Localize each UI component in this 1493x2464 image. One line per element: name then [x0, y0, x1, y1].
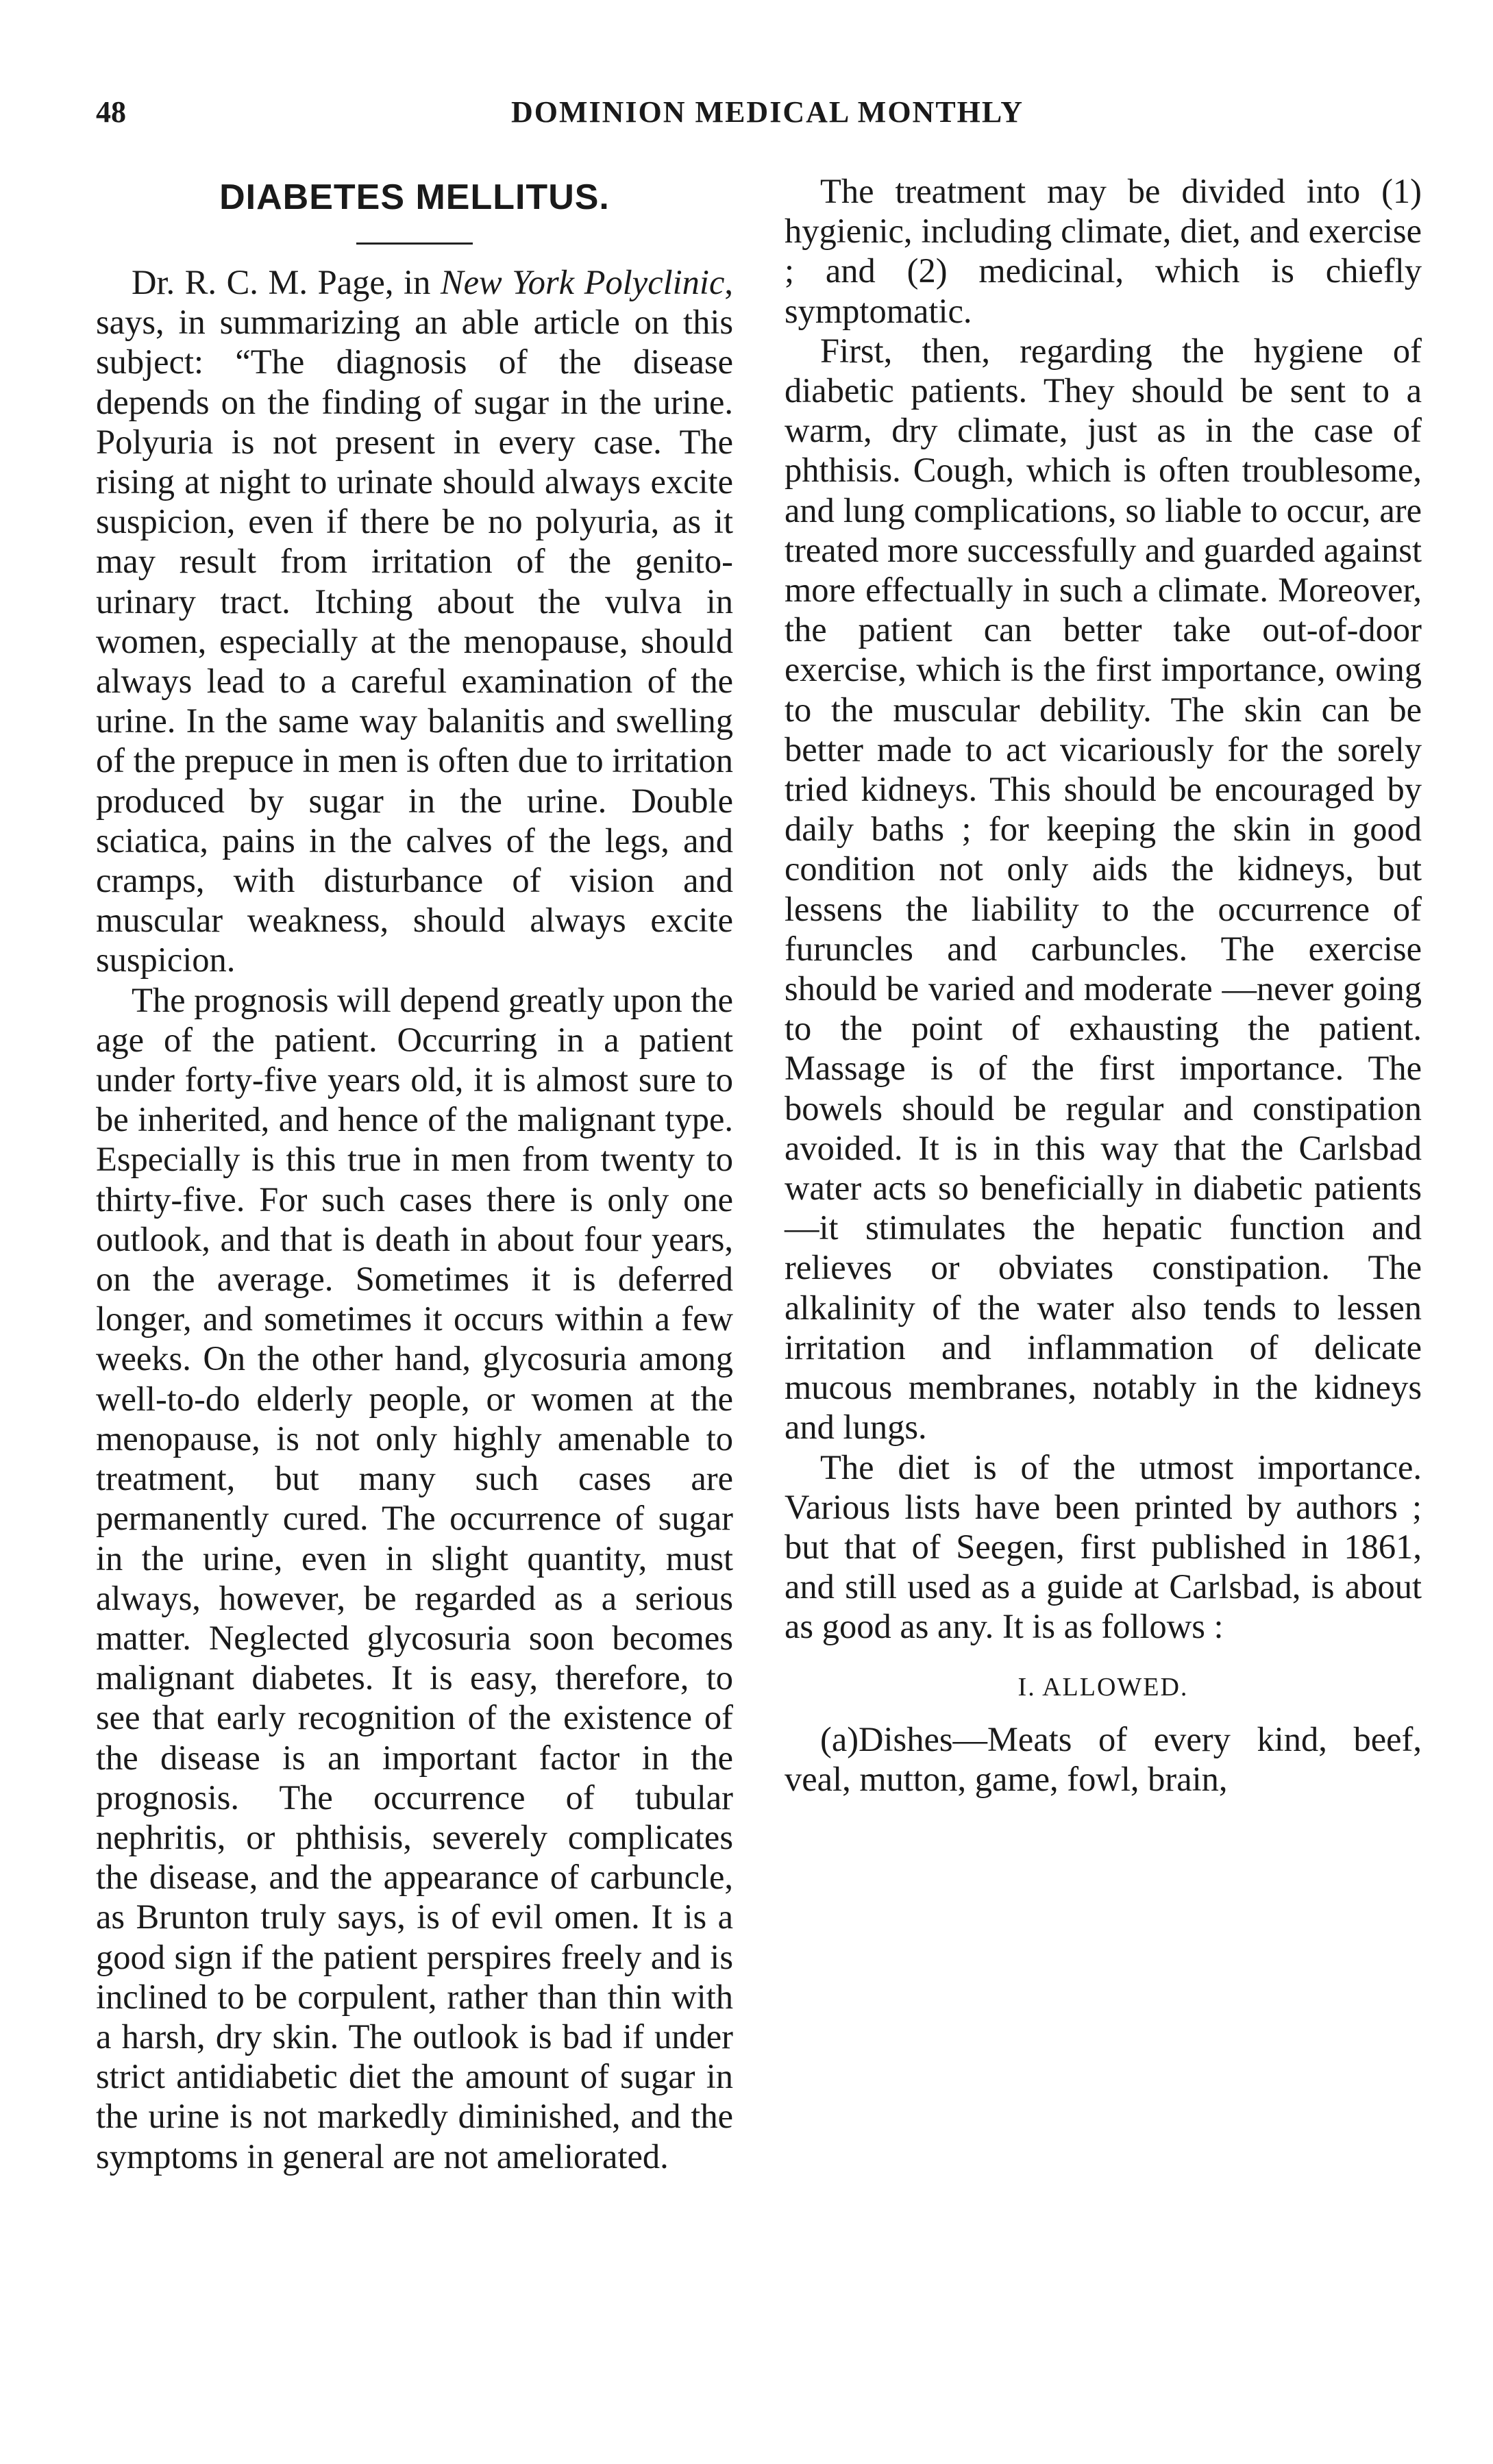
left-column: [96, 171, 733, 2176]
article-title: DIABETES MELLITUS.: [219, 177, 610, 217]
paragraph-6: (a)Dishes—Meats of every kind, beef, veal, mutton, game, fowl, brain,: [785, 1719, 1422, 1798]
section-heading-allowed: I. ALLOWED.: [1017, 1672, 1189, 1702]
page-number: 48: [96, 95, 126, 129]
page-header: [96, 95, 1439, 156]
paragraph-1-text-a: Dr. R. C. M. Page, in: [132, 263, 441, 301]
right-column: [785, 171, 1422, 1799]
title-rule: [356, 242, 473, 245]
paragraph-5: The diet is of the utmost importance. Various lists have been printed by authors ; but that of Seegen, first published in 1861, and still used as a guide at Carlsbad, is about as good as any. It is as follows :: [785, 1447, 1422, 1646]
paragraph-2: The prognosis will depend greatly upon the age of the patient. Occurring in a patient under forty-five years old, it is almost sure to be inherited, and hence of the malignant type. Especially is this true in men from twenty to thirty-five. For such cases there is only one outlook, and that is death in about four years, on the average. Sometimes it is deferred longer, and sometimes it occurs within a few weeks. On the other hand, glycosuria among well-to-do elderly people, or women at the menopause, is not only highly amenable to treatment, but many such cases are permanently cured. The occurrence of sugar in the urine, even in slight quantity, must always, however, be regarded as a serious matter. Neglected glycosuria soon becomes malignant diabetes. It is easy, therefore, to see that early recognition of the existence of the disease is an important factor in the prognosis. The occurrence of tubular nephritis, or phthisis, severely complicates the disease, and the appearance of carbuncle, as Brunton truly says, is of evil omen. It is a good sign if the patient perspires freely and is inclined to be corpulent, rather than thin with a harsh, dry skin. The outlook is bad if under strict antidiabetic diet the amount of sugar in the urine is not markedly diminished, and the symptoms in general are not ameliorated.: [96, 980, 733, 2176]
paragraph-3: The treatment may be divided into (1) hygienic, including climate, diet, and exercise ; and (2) medicinal, which is chiefly symptomatic.: [785, 172, 1422, 330]
paragraph-4: First, then, regarding the hygiene of diabetic patients. They should be sent to a warm, dry climate, just as in the case of phthisis. Cough, which is often troublesome, and lung complications, so liable to occur, are treated more successfully and guarded against more effectually in such a climate. Moreover, the patient can better take out-of-door exercise, which is the first importance, owing to the muscular debility. The skin can be better made to act vicariously for the sorely tried kidneys. This should be encouraged by daily baths ; for keeping the skin in good condition not only aids the kidneys, but lessens the liability to the occurrence of furuncles and carbuncles. The exercise should be varied and moderate —never going to the point of exhausting the patient. Massage is of the first importance. The bowels should be regular and constipation avoided. It is in this way that the Carlsbad water acts so beneficially in diabetic patients—it stimulates the hepatic function and relieves or obviates constipation. The alkalinity of the water also tends to lessen irritation and inflammation of delicate mucous membranes, notably in the kidneys and lungs.: [785, 331, 1422, 1447]
paragraph-1: [96, 262, 733, 980]
journal-title: New York Polyclinic: [440, 263, 725, 301]
paragraph-1-text-b: , says, in summarizing an able article on this subject: “The diagnosis of the disease depends on the finding of sugar in the urine. Polyuria is not present in every case. The rising at night to urinate should always excite suspicion, even if there be no polyuria, as it may result from irritation of the genito-urinary tract. Itching about the vulva in women, especially at the menopause, should always lead to a careful examination of the urine. In the same way balanitis and swelling of the prepuce in men is often due to irritation produced by sugar in the urine. Double sciatica, pains in the calves of the legs, and cramps, with disturbance of vision and muscular weakness, should always excite suspicion.: [96, 263, 733, 980]
running-head: DOMINION MEDICAL MONTHLY: [511, 95, 1024, 129]
